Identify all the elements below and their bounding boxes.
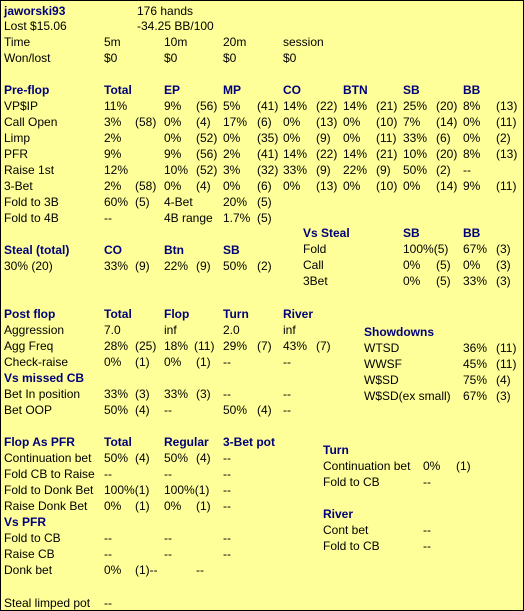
stat-value: 33% [104, 387, 129, 401]
stat-value: 22% [164, 259, 189, 273]
preflop-col-btn: BTN [343, 83, 368, 97]
stat-value: 25% [403, 99, 428, 113]
stat-value: 45% [463, 357, 488, 371]
stat-label: Raise 1st [4, 163, 55, 177]
stat-count: (3) [496, 274, 511, 288]
vs-missed-cb-title: Vs missed CB [4, 371, 85, 385]
wonlost-session: $0 [283, 51, 297, 65]
turn-title: Turn [323, 443, 349, 457]
stat-count: (21) [376, 147, 398, 161]
stat-value: 0% [164, 115, 182, 129]
stat-value: 0% [164, 131, 182, 145]
stat-count: (10) [376, 179, 398, 193]
stat-value: 0% [463, 115, 481, 129]
stat-value: 0% [463, 131, 481, 145]
stat-value: 0% [283, 179, 301, 193]
stat-label: 3Bet [303, 274, 328, 288]
stat-count: (7) [257, 339, 272, 353]
stat-count: (2) [257, 259, 272, 273]
stat-label: Call Open [4, 115, 58, 129]
player-name: jaworski93 [4, 4, 66, 18]
stat-value: 7.0 [104, 323, 121, 337]
stat-value: 1.7% [223, 211, 251, 225]
stat-value: 0% [104, 563, 122, 577]
stat-value: 8% [463, 99, 481, 113]
stat-count: (20) [436, 147, 458, 161]
stat-value: 0% [423, 459, 441, 473]
stat-value: 2% [104, 179, 122, 193]
preflop-col-mp: MP [223, 83, 241, 97]
stat-label: Continuation bet [4, 451, 92, 465]
postflop-col-river: River [283, 307, 314, 321]
postflop-col-turn: Turn [223, 307, 249, 321]
stat-count: (5) [135, 195, 150, 209]
stat-label: Fold to 4B [4, 211, 59, 225]
stat-value: -- [104, 211, 112, 225]
preflop-col-co: CO [283, 83, 301, 97]
stat-count: (1) [456, 459, 471, 473]
stat-value: 9% [104, 147, 122, 161]
showdowns-title: Showdowns [364, 325, 434, 339]
stat-count: (9) [316, 163, 331, 177]
flop-pfr-col-3bet: 3-Bet pot [223, 435, 275, 449]
stat-count: (1) [196, 499, 211, 513]
postflop-col-total: Total [104, 307, 132, 321]
stat-value: -- [283, 403, 291, 417]
stat-count: (32) [257, 163, 279, 177]
stat-value: 28% [104, 339, 129, 353]
stat-value: 50% [223, 403, 248, 417]
stat-value: 33% [104, 259, 129, 273]
stat-value: -- [104, 547, 112, 561]
stat-value: 14% [343, 147, 368, 161]
stat-count: (4) [496, 373, 511, 387]
stat-count: (13) [316, 115, 338, 129]
stat-count: (25) [135, 339, 157, 353]
preflop-col-sb: SB [403, 83, 420, 97]
stat-value: 0% [223, 131, 241, 145]
stat-value: 0% [343, 131, 361, 145]
time-10m: 10m [164, 35, 188, 49]
postflop-col-flop: Flop [164, 307, 190, 321]
stat-value: -- [223, 355, 231, 369]
stat-value: inf [283, 323, 296, 337]
stat-value: 8% [463, 147, 481, 161]
stat-value: -- [164, 467, 172, 481]
stat-count: (41) [257, 99, 279, 113]
stat-value: -- [223, 499, 231, 513]
stat-label: Continuation bet [323, 459, 411, 473]
stat-label: Call [303, 258, 324, 272]
stat-count: (1)-- [135, 563, 158, 577]
stat-value: 0% [104, 499, 122, 513]
stat-value: 14% [343, 99, 368, 113]
stat-value: 0% [164, 355, 182, 369]
stat-value: 18% [164, 339, 189, 353]
stat-value: -- [423, 475, 431, 489]
bb-per-100: -34.25 BB/100 [137, 19, 214, 33]
stat-value: 10% [164, 163, 189, 177]
stat-count: (4) [257, 403, 272, 417]
stat-label: Cont bet [323, 523, 369, 537]
stat-value: -- [223, 547, 231, 561]
stat-value: 9% [463, 179, 481, 193]
stat-count: (11) [496, 341, 517, 355]
stat-value: 0% [104, 355, 122, 369]
stat-label: Fold [303, 242, 327, 256]
stat-value: 2.0 [223, 323, 240, 337]
time-20m: 20m [223, 35, 247, 49]
stat-value: 11% [104, 99, 128, 113]
stat-count: (6) [436, 131, 451, 145]
stat-label: W$SD(ex small) [364, 389, 451, 403]
stat-count: (21) [376, 99, 398, 113]
stat-value: 0% [223, 179, 241, 193]
stat-value: 33% [164, 387, 189, 401]
river-title: River [323, 507, 354, 521]
stat-count: (3) [496, 242, 511, 256]
stat-count: (3) [196, 387, 211, 401]
stat-value: 9% [164, 147, 182, 161]
stat-count: (4) [196, 179, 211, 193]
stat-count: (35) [257, 131, 279, 145]
stat-value: 36% [463, 341, 488, 355]
stat-value: 60% [104, 195, 129, 209]
stat-value: 3% [104, 115, 122, 129]
stat-count: (58) [135, 115, 157, 129]
stat-value: -- [104, 467, 112, 481]
stat-value: 100%(5) [403, 242, 449, 256]
vs-steal-col-bb: BB [463, 226, 481, 240]
stat-value: -- [223, 531, 231, 545]
stat-count: (22) [316, 147, 338, 161]
amount-lost: Lost $15.06 [4, 19, 67, 33]
stat-count: (4) [196, 115, 211, 129]
stat-count: (58) [135, 179, 157, 193]
steal-col-co: CO [104, 243, 122, 257]
stat-count: (14) [436, 179, 458, 193]
stat-label: VP$IP [4, 99, 39, 113]
stat-value: 33% [403, 131, 428, 145]
stat-count: (3) [496, 258, 511, 272]
stat-count: (1) [196, 355, 211, 369]
stat-count: (11) [496, 357, 517, 371]
stat-value: 100%(1) [164, 483, 210, 497]
stat-count: (2) [496, 131, 511, 145]
stat-label: PFR [4, 147, 28, 161]
stat-label: Check-raise [4, 355, 69, 369]
stat-count: (13) [496, 147, 518, 161]
stat-value: 0% [463, 258, 481, 272]
stat-value: 14% [283, 99, 308, 113]
stat-count: (4) [135, 451, 150, 465]
stat-value: 50% [223, 259, 248, 273]
stat-count: (56) [196, 147, 218, 161]
stat-value: 10% [403, 147, 428, 161]
stat-count: (4) [196, 451, 211, 465]
preflop-col-bb: BB [463, 83, 481, 97]
stat-value: -- [164, 531, 172, 545]
stat-count: (14) [436, 115, 458, 129]
stat-value: 100%(1) [104, 483, 150, 497]
stat-value: 33% [283, 163, 308, 177]
stat-label: W$SD [364, 373, 399, 387]
stat-count: (1) [135, 499, 150, 513]
hand-count: 176 hands [137, 4, 194, 18]
stat-label: Agg Freq [4, 339, 54, 353]
stat-value: 17% [223, 115, 248, 129]
stat-count: (52) [196, 131, 218, 145]
stat-value: 3% [223, 163, 241, 177]
stat-value: -- [423, 523, 431, 537]
stat-value: 12% [104, 163, 129, 177]
stat-count: (11) [496, 179, 517, 193]
vs-steal-title: Vs Steal [303, 226, 350, 240]
steal-col-btn: Btn [164, 243, 184, 257]
stat-value: 20% [223, 195, 248, 209]
stat-value: -- [196, 563, 204, 577]
stat-value: -- [104, 531, 112, 545]
flop-pfr-title: Flop As PFR [4, 435, 75, 449]
stat-value: -- [463, 163, 471, 177]
preflop-title: Pre-flop [4, 83, 50, 97]
stat-count: (13) [496, 99, 518, 113]
stat-value: 22% [343, 163, 368, 177]
steal-col-sb: SB [223, 243, 240, 257]
wonlost-5m: $0 [104, 51, 118, 65]
stat-count: (20) [436, 99, 458, 113]
stat-value: 75% [463, 373, 488, 387]
stat-count: (6) [257, 115, 272, 129]
vs-steal-col-sb: SB [403, 226, 420, 240]
stat-value: 0% [164, 179, 182, 193]
flop-pfr-col-regular: Regular [164, 435, 209, 449]
wonlost-20m: $0 [223, 51, 237, 65]
stat-value: 67% [463, 242, 488, 256]
stat-value: -- [283, 355, 291, 369]
stat-value: 67% [463, 389, 488, 403]
stat-value: inf [164, 323, 177, 337]
stat-value: 5% [223, 99, 241, 113]
stat-value: -- [223, 483, 231, 497]
stat-value: -- [283, 387, 291, 401]
stat-label: Fold to Donk Bet [4, 483, 94, 497]
stat-value: 2% [223, 147, 241, 161]
stat-label: Fold to CB [323, 539, 380, 553]
stat-label: Fold to CB [323, 475, 380, 489]
stat-value: -- [423, 539, 431, 553]
stat-value: -- [223, 387, 231, 401]
stat-value: -- [104, 596, 112, 610]
stat-value: 0% [403, 258, 421, 272]
stat-count: (11) [496, 115, 517, 129]
stat-count: (9) [316, 131, 331, 145]
stat-value: -- [164, 547, 172, 561]
flop-pfr-col-total: Total [104, 435, 132, 449]
steal-total-value: 30% (20) [4, 259, 53, 273]
stat-count: (13) [316, 179, 338, 193]
stat-value: -- [223, 451, 231, 465]
vs-pfr-title: Vs PFR [4, 515, 47, 529]
stat-count: (10) [376, 115, 398, 129]
stat-value: 0% [283, 115, 301, 129]
stat-count: (9) [376, 163, 391, 177]
stat-value: 7% [403, 115, 421, 129]
stat-label: Fold CB to Raise [4, 467, 95, 481]
stat-value: 0% [403, 274, 421, 288]
stat-count: (5) [257, 211, 272, 225]
stat-count: (3) [135, 387, 150, 401]
stat-value: 43% [283, 339, 308, 353]
stat-count: (52) [196, 163, 218, 177]
stat-count: (7) [316, 339, 331, 353]
wonlost-10m: $0 [164, 51, 178, 65]
stat-label: Bet In position [4, 387, 81, 401]
stat-count: (2) [436, 163, 451, 177]
stat-count: (41) [257, 147, 279, 161]
wonlost-label: Won/lost [4, 51, 51, 65]
stat-count: (11) [194, 339, 215, 353]
stat-value: 33% [463, 274, 488, 288]
preflop-col-total: Total [104, 83, 132, 97]
stat-label: Fold to 3B [4, 195, 59, 209]
time-label: Time [4, 35, 31, 49]
stat-value: 0% [283, 131, 301, 145]
stat-count: (22) [316, 99, 338, 113]
time-session: session [283, 35, 324, 49]
stat-count: (1) [135, 355, 150, 369]
stat-value: 14% [283, 147, 308, 161]
stat-count: (56) [196, 99, 218, 113]
stat-count: (3) [496, 389, 511, 403]
stat-label: WTSD [364, 341, 400, 355]
stat-count: (11) [376, 131, 397, 145]
stat-label: 4-Bet [164, 195, 193, 209]
stat-count: (5) [257, 195, 272, 209]
stat-value: 50% [164, 451, 189, 465]
stat-label: Limp [4, 131, 31, 145]
stat-count: (4) [135, 403, 150, 417]
stat-count: (5) [436, 274, 451, 288]
time-5m: 5m [104, 35, 121, 49]
stat-value: 0% [343, 115, 361, 129]
stat-count: (9) [135, 259, 150, 273]
stat-value: 9% [164, 99, 182, 113]
stat-value: 0% [343, 179, 361, 193]
stat-value: 29% [223, 339, 248, 353]
stat-label: Raise CB [4, 547, 55, 561]
stat-value: 2% [104, 131, 122, 145]
stat-label: Donk bet [4, 563, 53, 577]
stat-label: Steal limped pot [4, 596, 91, 610]
stat-value: 0% [403, 179, 421, 193]
postflop-title: Post flop [4, 307, 56, 321]
stat-label: 4B range [164, 211, 213, 225]
stat-label: WWSF [364, 357, 402, 371]
stat-value: 0% [164, 499, 182, 513]
stat-label: Raise Donk Bet [4, 499, 88, 513]
stat-value: -- [164, 403, 172, 417]
stat-count: (9) [196, 259, 211, 273]
stat-label: 3-Bet [4, 179, 33, 193]
stat-value: 50% [403, 163, 428, 177]
stat-count: (6) [257, 179, 272, 193]
steal-total-title: Steal (total) [4, 243, 70, 257]
stat-label: Fold to CB [4, 531, 61, 545]
preflop-col-ep: EP [164, 83, 181, 97]
stat-label: Bet OOP [4, 403, 53, 417]
stat-count: (5) [436, 258, 451, 272]
stat-value: -- [223, 467, 231, 481]
stat-value: 50% [104, 403, 129, 417]
stat-value: 50% [104, 451, 129, 465]
stat-label: Aggression [4, 323, 65, 337]
